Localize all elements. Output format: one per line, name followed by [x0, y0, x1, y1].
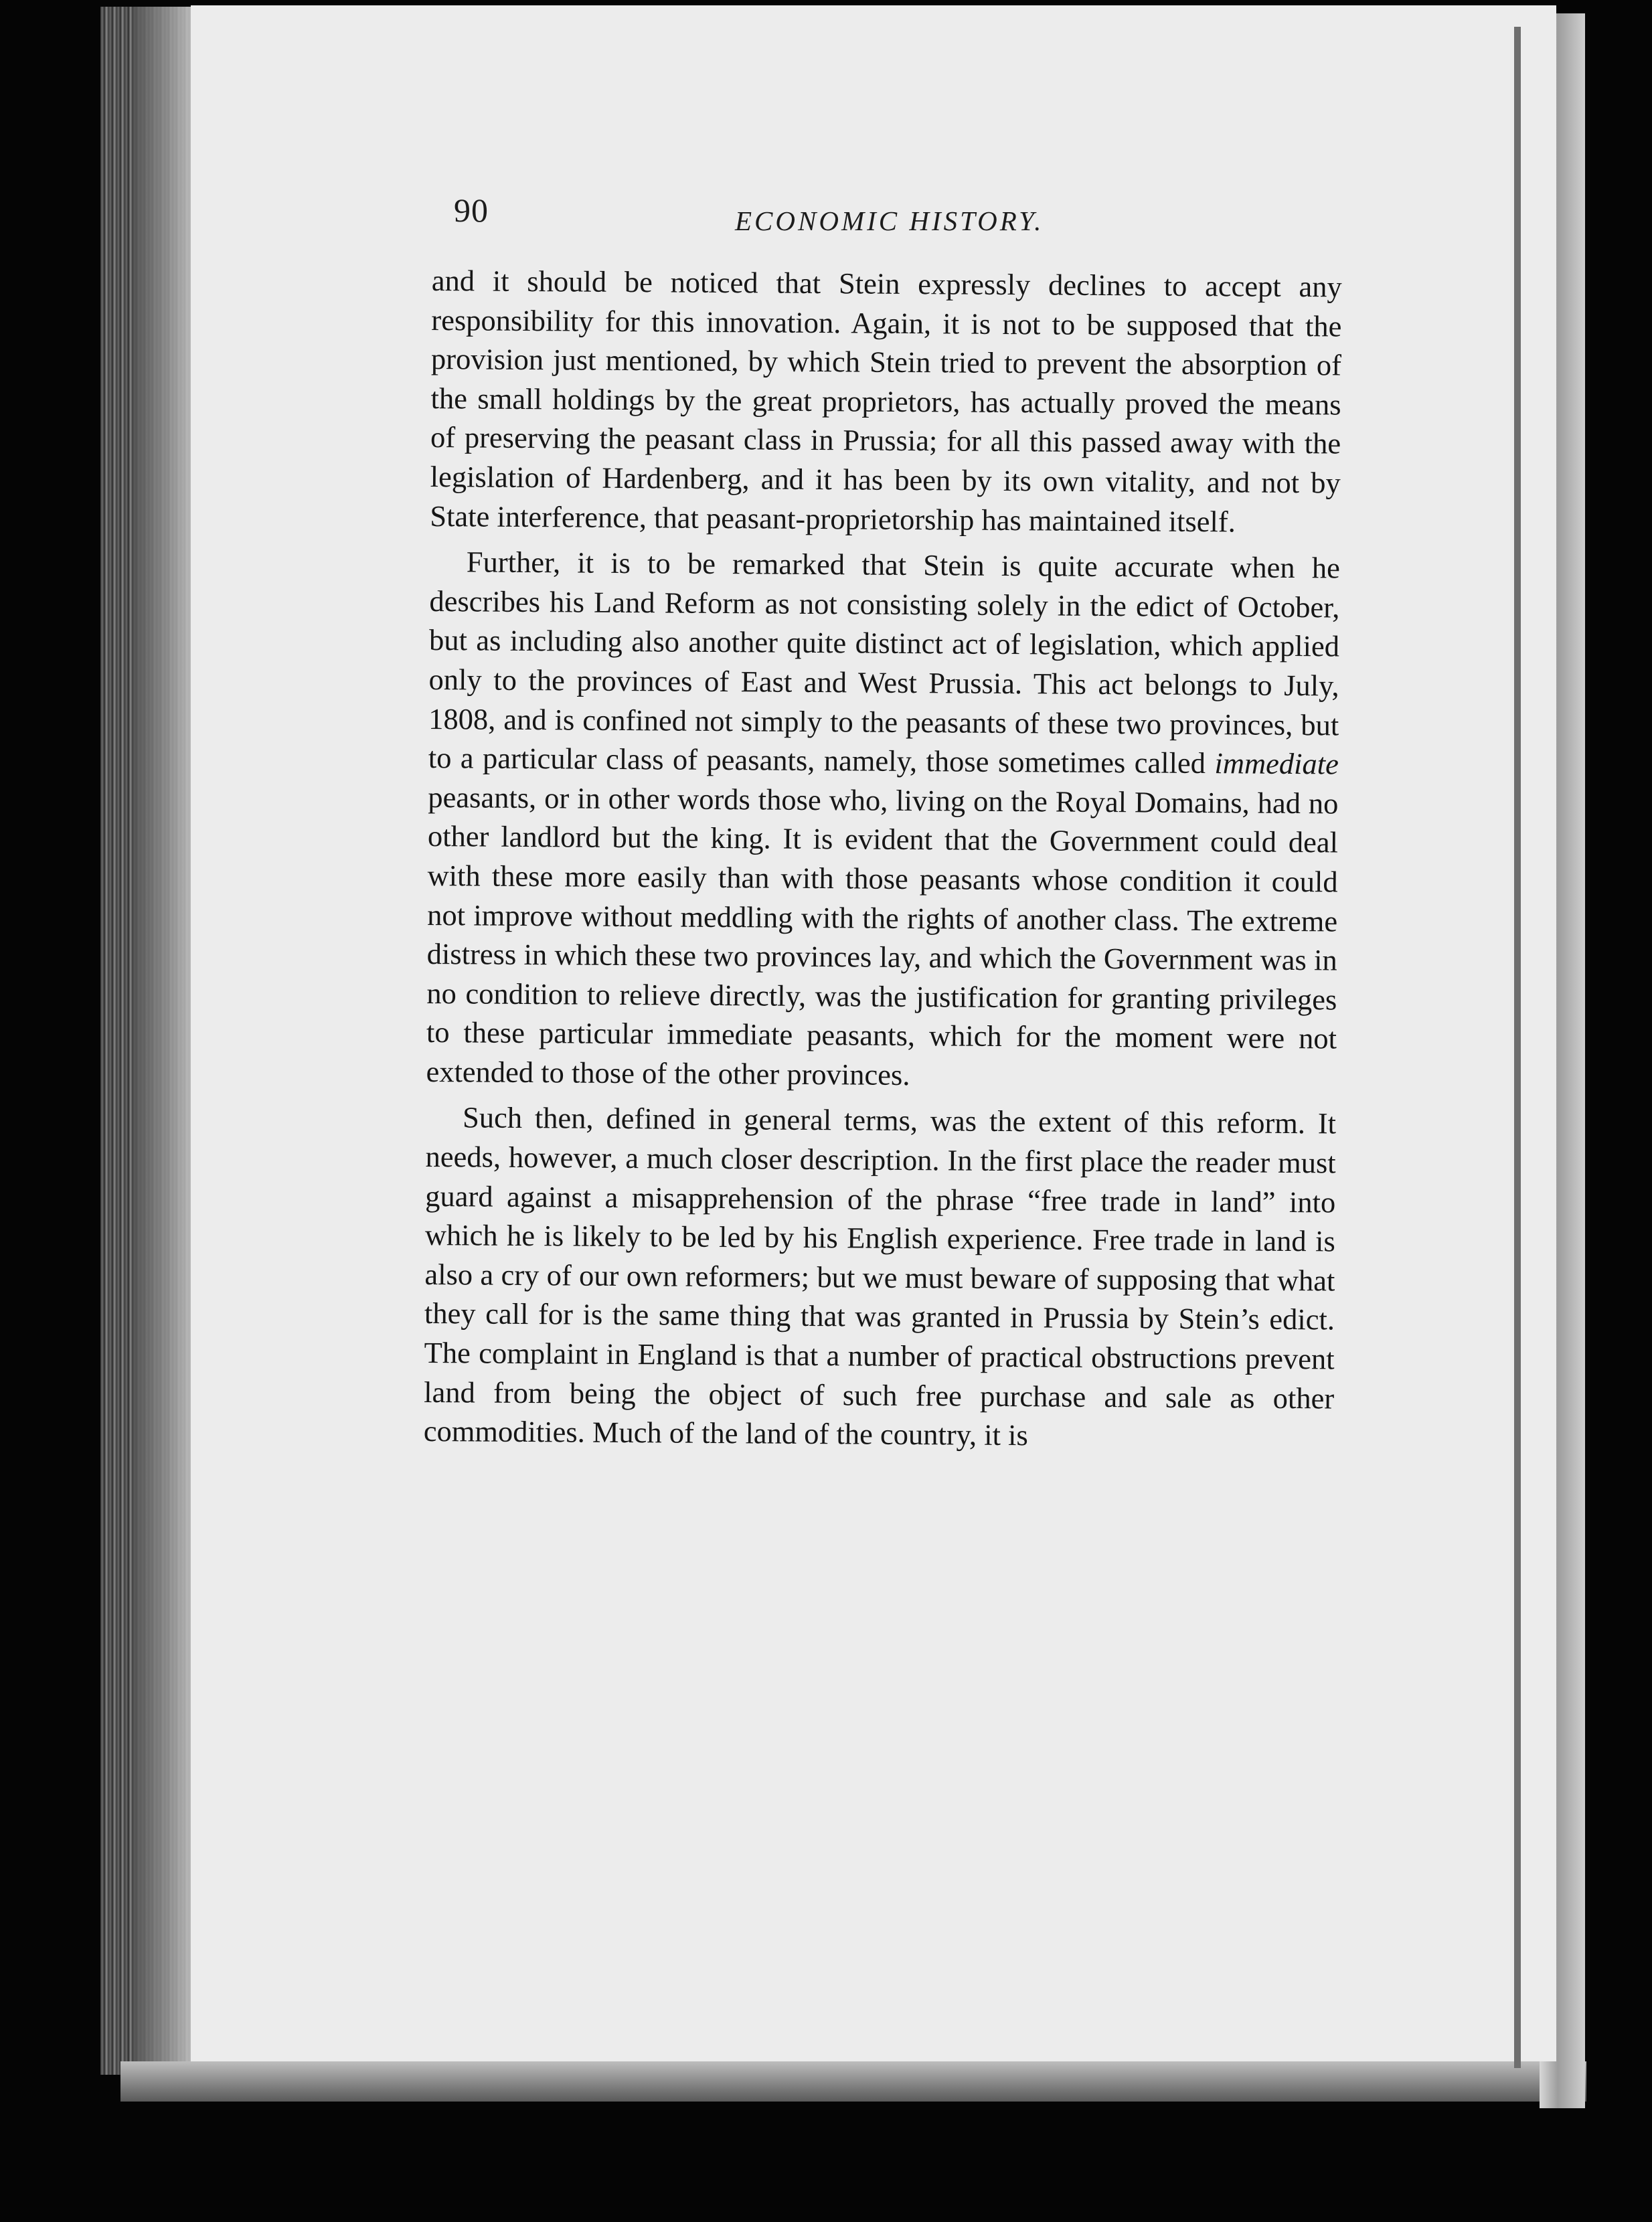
body-text: [424, 261, 1342, 1457]
page-number: 90: [454, 191, 489, 229]
paragraph-1: and it should be noticed that Stein expressly declines to accept any responsibility for this innovation. Again, it is not to be supposed that the provision just mentioned, by which Stein tried to prevent the absorption of the small holdings by the great proprietors, has actually proved the means of preserving the peasant class in Prussia; for all this passed away with the legislation of Hardenberg, and it has been by its own vitality, and not by State interference, that peasant-proprietorship has maintained itself.: [430, 263, 1342, 538]
italic-term: immediate: [1214, 746, 1339, 781]
paragraph-3: Such then, defined in general terms, was the extent of this reform. It needs, however, a much closer description. In the first place the reader must guard against a misapprehension of the phrase “free trade in land” into which he is likely to be led by his English experience. Free trade in land is also a cry of our own reformers; but we must beware of supposing that what they call for is the same thing that was granted in Prussia by Stein’s edict. The complaint in England is that a number of practical obstructions prevent land from being the object of such free purchase and sale as other commodities. Much of the land of the country, it is: [423, 1100, 1337, 1452]
paragraph-2-part-1: Further, it is to be remarked that Stein is quite accurate when he describes his Land Reform as not consisting solely in the edict of October, but as including also another quite distinct act of legislation, which applied only to the provinces of East and West Prussia. This act belongs to July, 1808, and is confined not simply to the peasants of these two provinces, but to a particular class of peasants, namely, those sometimes called: [428, 545, 1341, 780]
book-bottom-edge: [120, 2061, 1586, 2102]
running-title: ECONOMIC HISTORY.: [735, 205, 1044, 236]
paragraph-2: [426, 542, 1340, 1098]
book-gutter: [134, 7, 194, 2081]
page-fold-line: [1514, 27, 1521, 2068]
paragraph-2-part-2: peasants, or in other words those who, living on the Royal Domains, had no other landlord but the king. It is evident that the Government could deal with these more easily than with those peasants whose condition it could not improve without meddling with the rights of another class. The extreme distress in which these two provinces lay, and which the Government was in no condition to relieve directly, was the justification for granting privileges to these particular immediate peasants, which for the moment were not extended to those of the other provinces.: [426, 780, 1339, 1092]
